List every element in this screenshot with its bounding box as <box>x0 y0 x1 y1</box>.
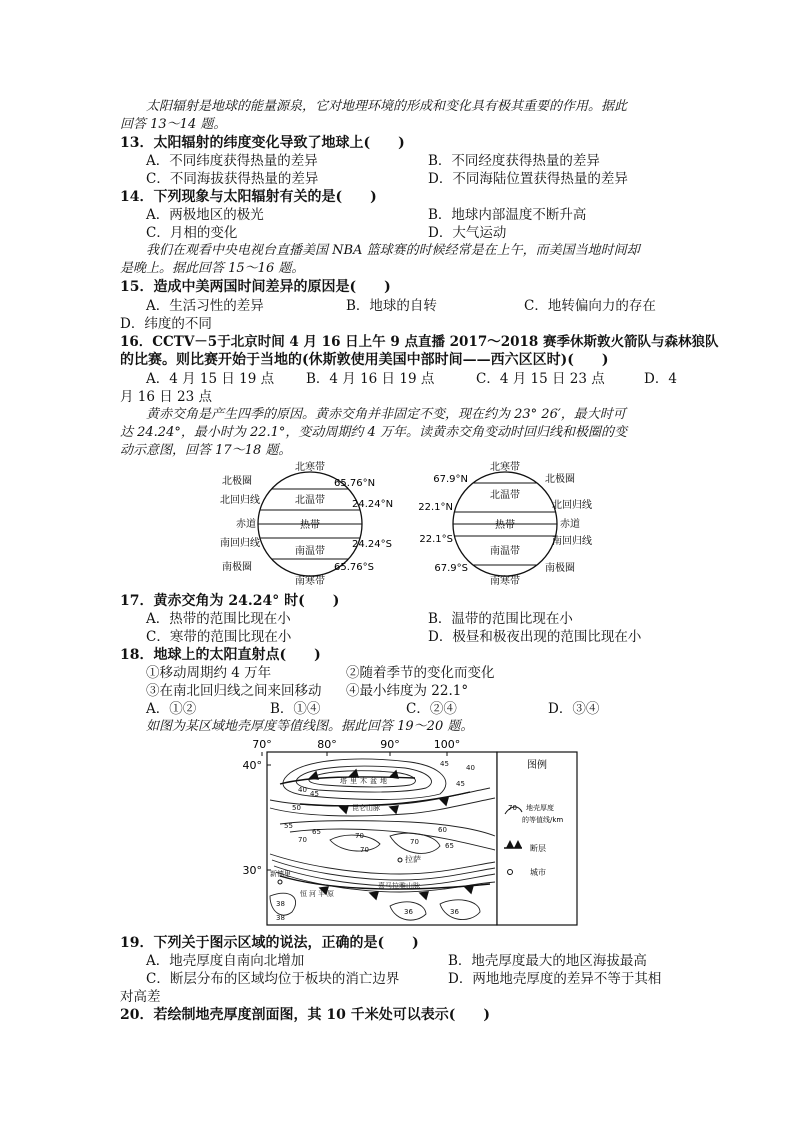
legend-city-label: 城市 <box>530 868 546 877</box>
contour-value: 38 <box>276 900 285 908</box>
right-tropic-cancer-label: 北回归线 <box>552 500 592 511</box>
left-north-temperate-label: 北温带 <box>295 495 325 506</box>
q16-stem-line2: 的比赛。则比赛开始于当地的(休斯敦使用美国中部时间——西六区区时)( ) <box>120 352 609 368</box>
intro-13-14-line2: 回答 13～14 题。 <box>120 117 227 132</box>
left-lat-s-tropic: 24.24°S <box>352 539 392 550</box>
globe-right <box>418 460 592 587</box>
q14-option-c[interactable]: C．月相的变化 <box>146 225 238 241</box>
q17-option-a[interactable]: A．热带的范围比现在小 <box>146 611 291 627</box>
q19-option-b[interactable]: B．地壳厚度最大的地区海拔最高 <box>448 953 647 969</box>
q16-option-a[interactable]: A．4 月 15 日 19 点 <box>146 371 275 387</box>
q19-option-d[interactable]: D．两地地壳厚度的差异不等于其相 <box>448 971 662 987</box>
new-delhi-label: 新德里 <box>270 870 291 878</box>
left-equator-label: 赤道 <box>236 519 256 530</box>
contour-value: 70 <box>410 838 419 846</box>
q19-option-d-cont[interactable]: 对高差 <box>120 989 161 1005</box>
right-arctic-circle-label: 北极圈 <box>545 474 575 485</box>
legend-contour-label: 地壳厚度 <box>526 804 554 812</box>
q18-statement-4: ④最小纬度为 22.1° <box>346 683 469 699</box>
contour-value: 45 <box>440 760 449 768</box>
q16-stem-line1: 16．CCTV－5于北京时间 4 月 16 日上午 9 点直播 2017～2018 赛季休斯敦火箭队与森林狼队 <box>120 334 719 350</box>
q19-option-c[interactable]: C．断层分布的区域均位于板块的消亡边界 <box>146 971 400 987</box>
left-lat-n-tropic: 24.24°N <box>352 499 394 510</box>
q15-option-a[interactable]: A．生活习性的差异 <box>146 298 264 314</box>
right-lat-n-tropic: 22.1°N <box>418 502 453 513</box>
legend-contour-label-2: 的等值线/km <box>522 816 564 824</box>
contour-value: 45 <box>310 790 319 798</box>
ganges-plain-label: 恒河平原 <box>300 890 336 898</box>
q20-stem: 20．若绘制地壳厚度剖面图，其 10 千米处可以表示( ) <box>120 1007 490 1023</box>
kunlun-label: 昆仑山脉 <box>352 804 380 812</box>
globe-left <box>220 460 393 587</box>
right-tropical-label: 热带 <box>495 520 515 531</box>
contour-value: 70 <box>355 832 364 840</box>
intro-17-18-line2: 达 24.24°，最小时为 22.1°，变动周期约 4 万年。读黄赤交角变动时回归线和极圈的变 <box>120 425 627 440</box>
lon-100-label: 100° <box>433 738 461 751</box>
q17-option-c[interactable]: C．寒带的范围比现在小 <box>146 629 292 645</box>
q17-option-d[interactable]: D．极昼和极夜出现的范围比现在小 <box>428 629 642 645</box>
right-lat-n-polar: 67.9°N <box>433 474 468 485</box>
q16-option-c[interactable]: C．4 月 15 日 23 点 <box>476 371 605 387</box>
q14-option-a[interactable]: A．两极地区的极光 <box>146 207 264 223</box>
new-delhi-city-marker <box>278 880 282 884</box>
legend-contour-value: 70 <box>508 804 517 812</box>
lon-80-label: 80° <box>317 738 337 751</box>
q19-stem: 19．下列关于图示区域的说法，正确的是( ) <box>120 935 419 951</box>
contour-value: 70 <box>298 836 307 844</box>
right-lat-s-polar: 67.9°S <box>434 563 468 574</box>
contour-value: 50 <box>292 804 301 812</box>
contour-value: 65 <box>445 842 454 850</box>
right-lat-s-tropic: 22.1°S <box>419 534 453 545</box>
left-arctic-circle-label: 北极圈 <box>222 476 252 487</box>
contour-value: 40 <box>298 786 307 794</box>
contour-value: 38 <box>276 914 285 922</box>
q15-option-d[interactable]: D．纬度的不同 <box>120 316 212 332</box>
q19-option-a[interactable]: A．地壳厚度自南向北增加 <box>146 953 305 969</box>
right-equator-label: 赤道 <box>560 519 580 530</box>
intro-17-18-line1: 黄赤交角是产生四季的原因。黄赤交角并非固定不变，现在约为 23° 26′，最大时可 <box>146 407 626 422</box>
right-north-frigid-label: 北寒带 <box>490 462 520 473</box>
left-south-frigid-label: 南寒带 <box>295 576 325 587</box>
contour-value: 36 <box>450 908 459 916</box>
q18-option-a[interactable]: A．①② <box>146 701 197 717</box>
q15-option-c[interactable]: C．地转偏向力的存在 <box>524 298 656 314</box>
q18-option-b[interactable]: B．①④ <box>270 701 321 717</box>
left-south-temperate-label: 南温带 <box>295 546 325 557</box>
q16-option-b[interactable]: B．4 月 16 日 19 点 <box>306 371 435 387</box>
contour-value: 60 <box>438 826 447 834</box>
right-antarctic-circle-label: 南极圈 <box>545 563 575 574</box>
left-lat-n-polar: 65.76°N <box>334 478 376 489</box>
legend-title: 图例 <box>527 760 547 771</box>
contour-value: 65 <box>312 828 321 836</box>
q14-stem: 14．下列现象与太阳辐射有关的是( ) <box>120 189 377 205</box>
tilt-zones-figure <box>200 458 620 588</box>
right-tropic-capricorn-label: 南回归线 <box>552 536 592 547</box>
q16-option-d-cont[interactable]: 月 16 日 23 点 <box>120 389 213 405</box>
q13-option-b[interactable]: B．不同经度获得热量的差异 <box>428 153 600 169</box>
q13-option-a[interactable]: A．不同纬度获得热量的差异 <box>146 153 318 169</box>
q17-option-b[interactable]: B．温带的范围比现在小 <box>428 611 573 627</box>
lhasa-label: 拉萨 <box>405 855 421 864</box>
left-tropic-cancer-label: 北回归线 <box>220 495 260 506</box>
right-north-temperate-label: 北温带 <box>490 490 520 501</box>
intro-15-16-line2: 是晚上。据此回答 15～16 题。 <box>120 261 305 276</box>
contour-value: 55 <box>284 822 293 830</box>
legend-frame <box>497 752 577 925</box>
q13-option-d[interactable]: D．不同海陆位置获得热量的差异 <box>428 171 628 187</box>
lon-90-label: 90° <box>380 738 400 751</box>
q16-option-d[interactable]: D．4 <box>644 371 677 387</box>
contour-value: 70 <box>360 846 369 854</box>
lhasa-city-marker <box>398 858 402 862</box>
contour-value: 36 <box>404 908 413 916</box>
q18-statement-2: ②随着季节的变化而变化 <box>346 665 495 681</box>
intro-15-16-line1: 我们在观看中央电视台直播美国 NBA 篮球赛的时候经常是在上午，而美国当地时间却 <box>146 243 640 258</box>
q13-stem: 13．太阳辐射的纬度变化导致了地球上( ) <box>120 135 405 151</box>
q14-option-d[interactable]: D．大气运动 <box>428 225 507 241</box>
right-south-frigid-label: 南寒带 <box>490 576 520 587</box>
left-tropic-capricorn-label: 南回归线 <box>220 538 260 549</box>
lat-30-label: 30° <box>242 864 262 877</box>
q18-statement-3: ③在南北回归线之间来回移动 <box>146 683 322 699</box>
q17-stem: 17．黄赤交角为 24.24° 时( ) <box>120 593 340 609</box>
q15-stem: 15．造成中美两国时间差异的原因是( ) <box>120 279 391 295</box>
tarim-basin-label: 塔里木盆地 <box>340 777 390 785</box>
right-south-temperate-label: 南温带 <box>490 546 520 557</box>
himalaya-label: 喜马拉雅山脉 <box>378 882 420 890</box>
q18-option-d[interactable]: D．③④ <box>548 701 600 717</box>
intro-13-14-line1: 太阳辐射是地球的能量源泉，它对地理环境的形成和变化具有极其重要的作用。据此 <box>146 99 628 114</box>
left-tropical-label: 热带 <box>300 520 320 531</box>
lat-40-label: 40° <box>242 759 262 772</box>
q14-option-b[interactable]: B．地球内部温度不断升高 <box>428 207 587 223</box>
intro-19-20: 如图为某区域地壳厚度等值线图。据此回答 19～20 题。 <box>146 719 474 734</box>
left-lat-s-polar: 65.76°S <box>334 562 374 573</box>
q18-option-c[interactable]: C．②④ <box>406 701 457 717</box>
intro-17-18-line3: 动示意图，回答 17～18 题。 <box>120 443 292 458</box>
q18-statement-1: ①移动周期约 4 万年 <box>146 665 272 681</box>
left-north-frigid-label: 北寒带 <box>295 462 325 473</box>
contour-value: 45 <box>456 780 465 788</box>
lon-70-label: 70° <box>252 738 272 751</box>
legend-city-icon <box>508 870 513 875</box>
q13-option-c[interactable]: C．不同海拔获得热量的差异 <box>146 171 319 187</box>
contour-value: 40 <box>466 764 475 772</box>
q15-option-b[interactable]: B．地球的自转 <box>346 298 437 314</box>
q18-stem: 18．地球上的太阳直射点( ) <box>120 647 321 663</box>
crust-thickness-map <box>240 736 580 930</box>
legend-fault-label: 断层 <box>530 844 546 853</box>
left-antarctic-circle-label: 南极圈 <box>222 562 252 573</box>
